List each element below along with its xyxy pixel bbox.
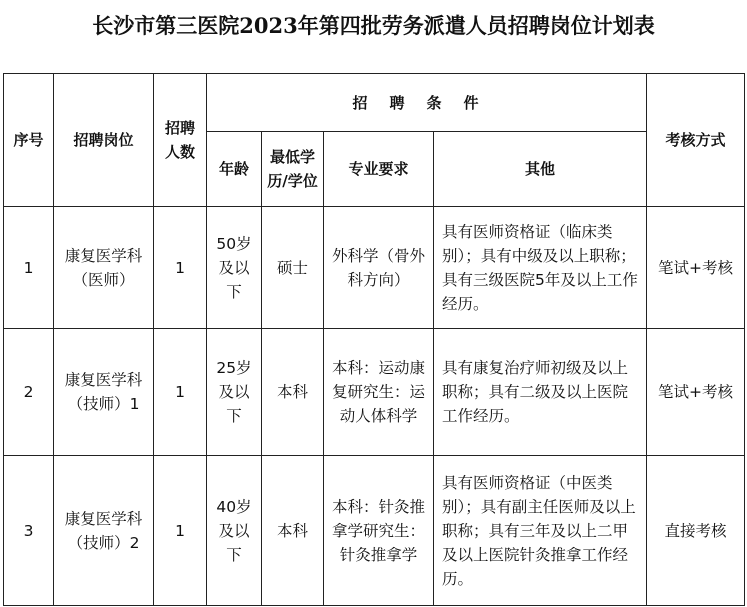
- row-education: 硕士: [262, 207, 324, 329]
- row-assessment: 笔试+考核: [647, 207, 745, 329]
- row-age: 25岁及以下: [207, 329, 262, 456]
- header-seq: 序号: [4, 74, 54, 207]
- recruitment-table: [3, 73, 745, 606]
- header-position: 招聘岗位: [54, 74, 154, 207]
- row-education: 本科: [262, 456, 324, 606]
- header-assessment: 考核方式: [647, 74, 745, 207]
- row-major: 本科：针灸推拿学研究生：针灸推拿学: [324, 456, 434, 606]
- row-other: 具有康复治疗师初级及以上职称；具有二级及以上医院工作经历。: [434, 329, 647, 456]
- row-assessment: 笔试+考核: [647, 329, 745, 456]
- row-seq: 2: [4, 329, 54, 456]
- row-count: 1: [154, 329, 207, 456]
- row-seq: 3: [4, 456, 54, 606]
- row-assessment: 直接考核: [647, 456, 745, 606]
- row-other: 具有医师资格证（临床类别）；具有中级及以上职称；具有三级医院5年及以上工作经历。: [434, 207, 647, 329]
- header-education: 最低学历/学位: [262, 132, 324, 207]
- header-count: 招聘人数: [154, 74, 207, 207]
- row-count: 1: [154, 207, 207, 329]
- header-age: 年龄: [207, 132, 262, 207]
- row-position: 康复医学科（技师）1: [54, 329, 154, 456]
- row-count: 1: [154, 456, 207, 606]
- table-row: [4, 329, 745, 456]
- row-major: 本科：运动康复研究生：运动人体科学: [324, 329, 434, 456]
- header-conditions: 招聘条件: [207, 74, 647, 132]
- row-position: 康复医学科（技师）2: [54, 456, 154, 606]
- header-major: 专业要求: [324, 132, 434, 207]
- row-other: 具有医师资格证（中医类别）；具有副主任医师及以上职称；具有三年及以上二甲及以上医院针灸推拿工作经历。: [434, 456, 647, 606]
- row-age: 40岁及以下: [207, 456, 262, 606]
- table-row: [4, 207, 745, 329]
- row-seq: 1: [4, 207, 54, 329]
- table-row: [4, 456, 745, 606]
- header-row-1: [4, 74, 745, 132]
- row-education: 本科: [262, 329, 324, 456]
- header-other: 其他: [434, 132, 647, 207]
- row-age: 50岁及以下: [207, 207, 262, 329]
- row-major: 外科学（骨外科方向）: [324, 207, 434, 329]
- page-title: 长沙市第三医院2023年第四批劳务派遣人员招聘岗位计划表: [92, 13, 655, 38]
- row-position: 康复医学科（医师）: [54, 207, 154, 329]
